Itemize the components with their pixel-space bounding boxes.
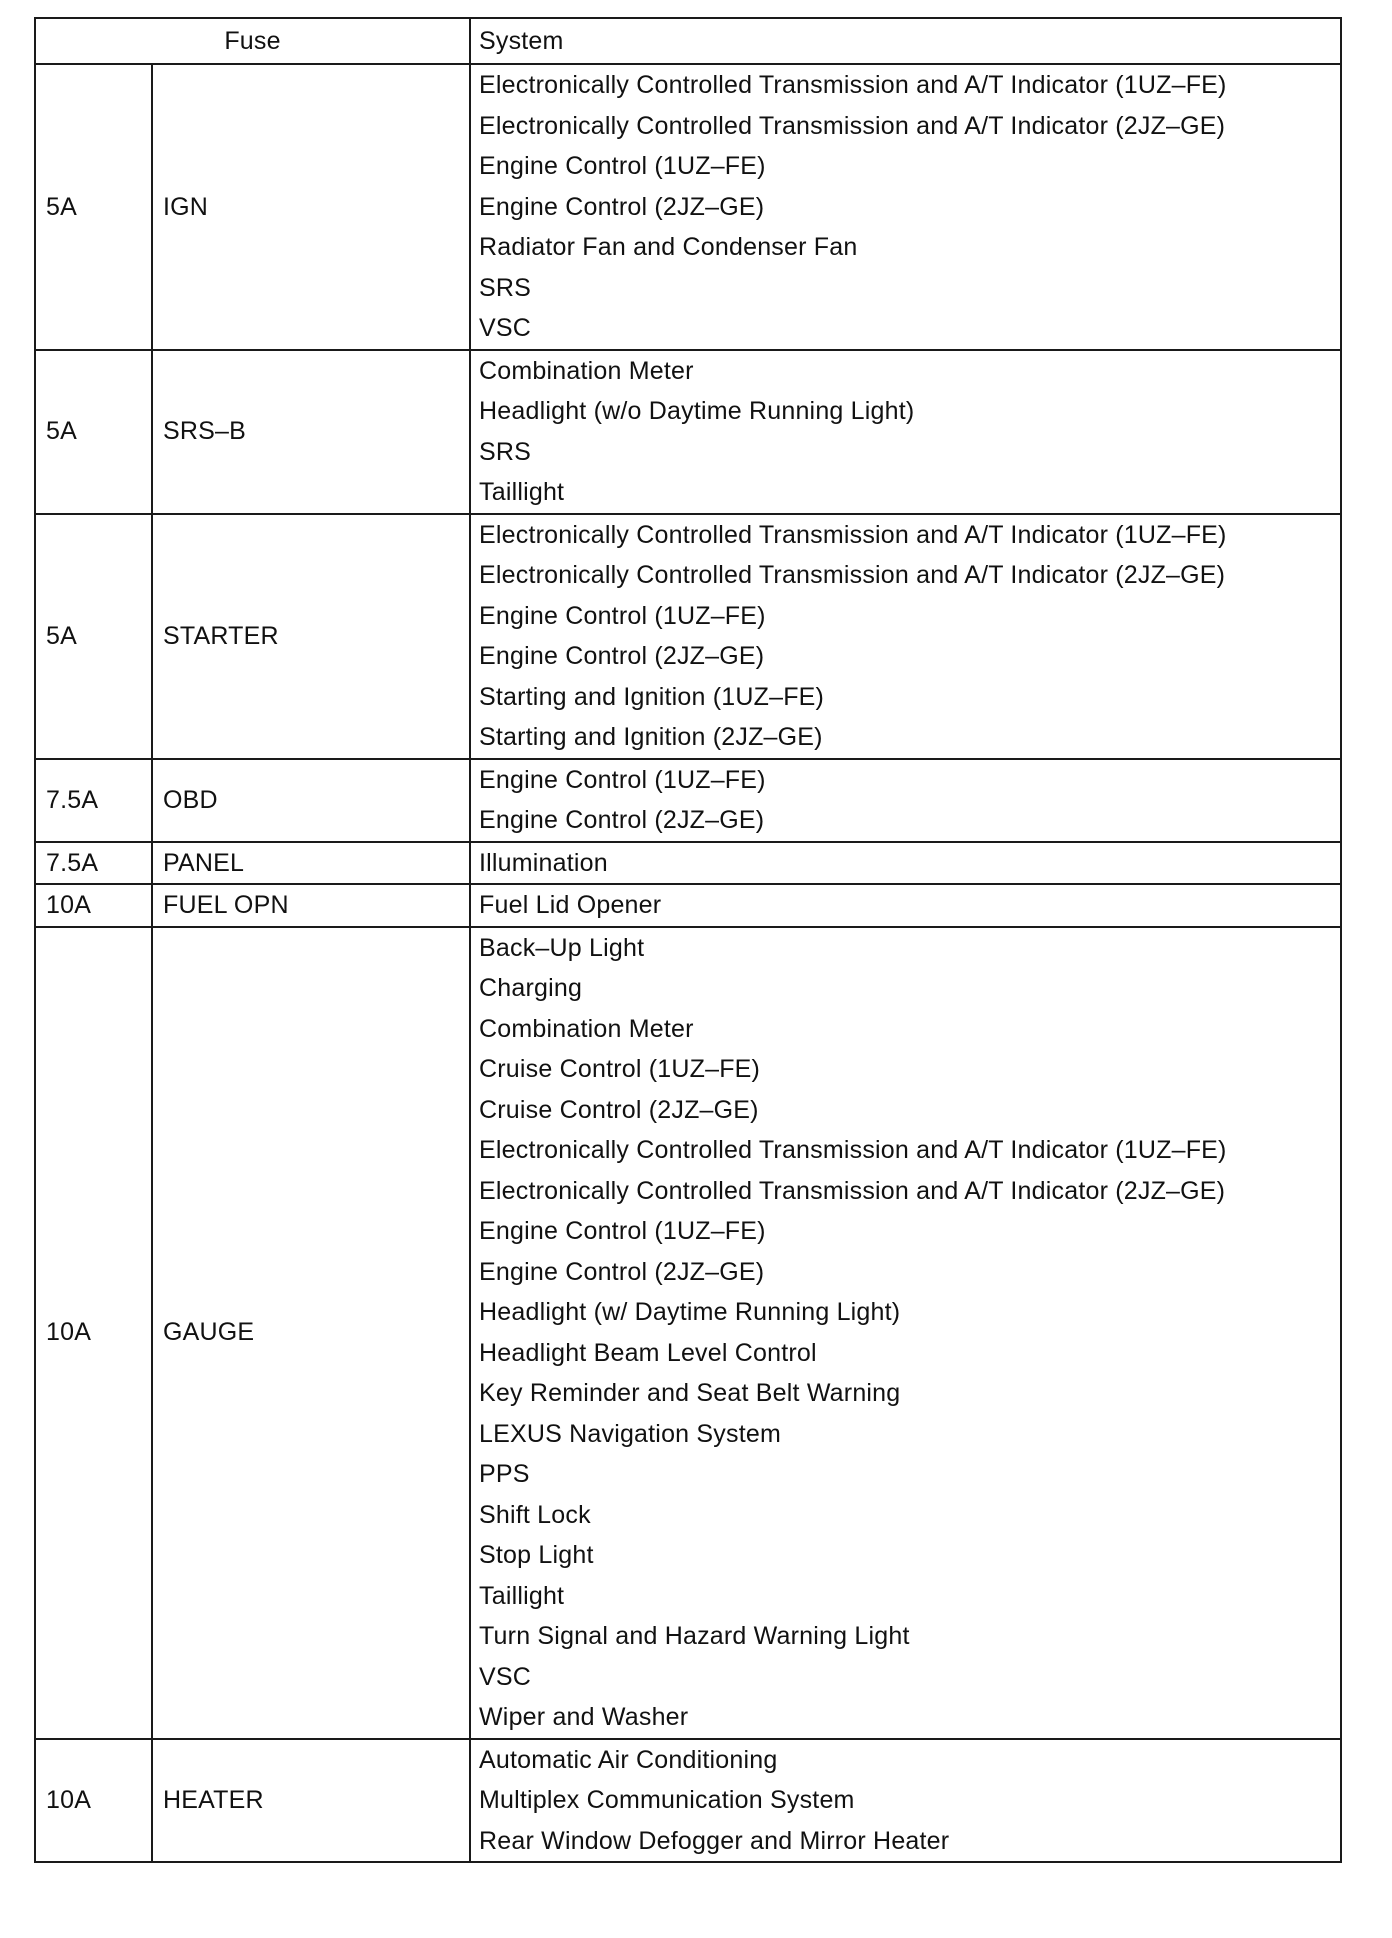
system-list: [470, 884, 1341, 927]
system-item: Engine Control (1UZ–FE): [479, 152, 766, 180]
table-row: [35, 927, 1341, 1739]
table-row: [35, 842, 1341, 885]
system-item: Taillight: [479, 1581, 565, 1610]
fuse-amperage: 5A: [35, 514, 152, 759]
system-item: Electronically Controlled Transmission and A/T Indicator (1UZ–FE): [479, 1136, 1227, 1164]
system-item: Electronically Controlled Transmission and A/T Indicator (2JZ–GE): [479, 1176, 1226, 1205]
system-item: Automatic Air Conditioning: [479, 1745, 778, 1774]
fuse-name: IGN: [152, 64, 470, 350]
system-item: Combination Meter: [479, 1014, 694, 1043]
fuse-amperage: 10A: [35, 884, 152, 927]
fuse-name: STARTER: [152, 514, 470, 759]
table-row: [35, 64, 1341, 350]
system-item: Cruise Control (1UZ–FE): [479, 1055, 761, 1083]
system-item: Fuel Lid Opener: [479, 891, 662, 919]
fuse-amperage: 5A: [35, 64, 152, 350]
system-item: PPS: [479, 1460, 530, 1488]
table-row: [35, 514, 1341, 759]
system-item: Electronically Controlled Transmission and A/T Indicator (1UZ–FE): [479, 520, 1227, 549]
fuse-amperage: 10A: [35, 1739, 152, 1863]
system-list: [470, 842, 1341, 885]
system-list: [470, 927, 1341, 1739]
fuse-name: FUEL OPN: [152, 884, 470, 927]
system-item: Starting and Ignition (2JZ–GE): [479, 723, 823, 751]
system-item: Stop Light: [479, 1541, 594, 1569]
system-item: Headlight (w/o Daytime Running Light): [479, 397, 915, 425]
fuse-name: OBD: [152, 759, 470, 842]
fuse-system-table: [34, 17, 1342, 1863]
table-row: [35, 884, 1341, 927]
table-header: [35, 18, 1341, 64]
system-item: Headlight Beam Level Control: [479, 1338, 817, 1367]
system-list: [470, 1739, 1341, 1863]
system-item: VSC: [479, 1662, 532, 1691]
system-item: Turn Signal and Hazard Warning Light: [479, 1622, 910, 1650]
system-column-header: System: [470, 18, 1341, 64]
fuse-name: HEATER: [152, 1739, 470, 1863]
system-item: Electronically Controlled Transmission and A/T Indicator (1UZ–FE): [479, 71, 1227, 99]
system-item: Cruise Control (2JZ–GE): [479, 1095, 759, 1124]
system-item: SRS: [479, 273, 532, 302]
system-list: [470, 759, 1341, 842]
system-item: Engine Control (1UZ–FE): [479, 601, 766, 630]
system-item: Illumination: [479, 848, 608, 877]
system-item: SRS: [479, 437, 532, 466]
fuse-column-header: Fuse: [35, 18, 470, 64]
system-list: [470, 64, 1341, 350]
table-row: [35, 759, 1341, 842]
table-row: [35, 350, 1341, 514]
system-item: Engine Control (1UZ–FE): [479, 765, 766, 794]
system-list: [470, 350, 1341, 514]
system-item: Engine Control (1UZ–FE): [479, 1217, 766, 1245]
system-item: Engine Control (2JZ–GE): [479, 806, 765, 834]
system-item: Engine Control (2JZ–GE): [479, 642, 765, 670]
system-item: Multiplex Communication System: [479, 1786, 855, 1814]
system-item: Combination Meter: [479, 356, 694, 385]
system-item: Starting and Ignition (1UZ–FE): [479, 682, 825, 711]
system-item: Rear Window Defogger and Mirror Heater: [479, 1826, 950, 1855]
system-item: Taillight: [479, 478, 565, 506]
system-item: Shift Lock: [479, 1500, 591, 1529]
fuse-amperage: 7.5A: [35, 842, 152, 885]
fuse-amperage: 5A: [35, 350, 152, 514]
system-item: Engine Control (2JZ–GE): [479, 192, 765, 221]
system-list: [470, 514, 1341, 759]
system-item: Headlight (w/ Daytime Running Light): [479, 1298, 901, 1326]
system-item: Radiator Fan and Condenser Fan: [479, 233, 858, 261]
system-item: Charging: [479, 974, 583, 1002]
system-item: Electronically Controlled Transmission and A/T Indicator (2JZ–GE): [479, 111, 1226, 140]
table-body: [35, 64, 1341, 1862]
fuse-name: GAUGE: [152, 927, 470, 1739]
fuse-amperage: 10A: [35, 927, 152, 1739]
fuse-name: SRS–B: [152, 350, 470, 514]
system-item: Engine Control (2JZ–GE): [479, 1257, 765, 1286]
system-item: VSC: [479, 314, 532, 342]
system-item: Electronically Controlled Transmission and A/T Indicator (2JZ–GE): [479, 561, 1226, 589]
fuse-amperage: 7.5A: [35, 759, 152, 842]
header-row: [35, 18, 1341, 64]
system-item: Key Reminder and Seat Belt Warning: [479, 1379, 901, 1407]
table-row: [35, 1739, 1341, 1863]
fuse-name: PANEL: [152, 842, 470, 885]
system-item: Wiper and Washer: [479, 1703, 689, 1731]
system-item: Back–Up Light: [479, 933, 645, 962]
system-item: LEXUS Navigation System: [479, 1419, 781, 1448]
